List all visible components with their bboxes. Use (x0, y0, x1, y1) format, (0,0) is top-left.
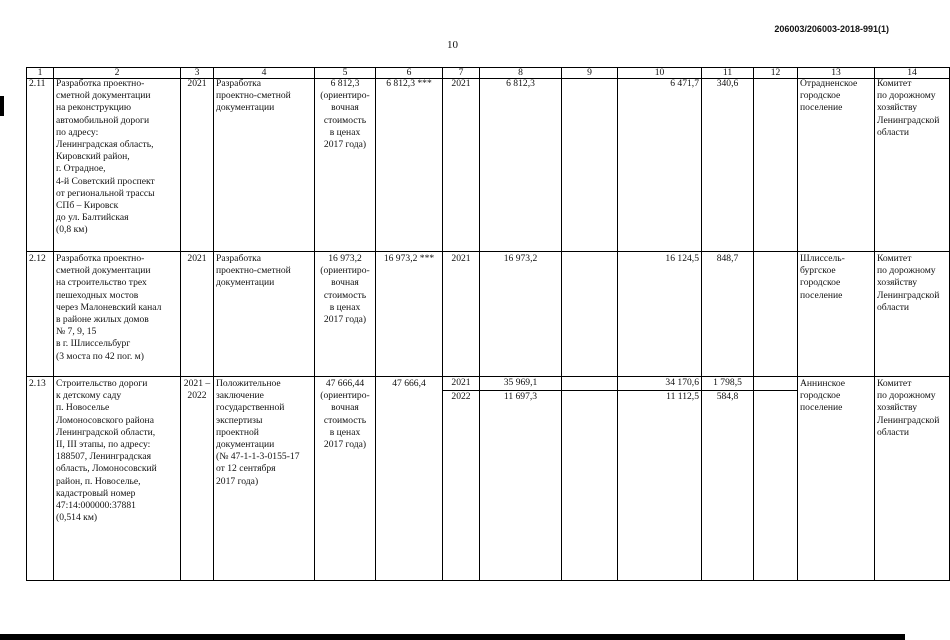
column-header: 5 (315, 68, 376, 79)
customer: Комитет по дорожному хозяйству Ленинградской области (875, 252, 950, 377)
total-amount: 47 666,4 (376, 377, 443, 581)
table-row (27, 252, 950, 377)
scan-bottom-edge (0, 634, 905, 640)
financing-year: 2021 (443, 252, 480, 377)
estimated-cost: 6 812,3 (ориентиро- вочная стоимость в ценах 2017 года) (315, 77, 376, 250)
estimated-cost: 47 666,44 (ориентиро- вочная стоимость в ценах 2017 года) (315, 377, 376, 581)
column-header: 12 (754, 68, 798, 79)
financing-total: 16 973,2 (480, 252, 562, 377)
customer: Комитет по дорожному хозяйству Ленинградской области (875, 377, 950, 581)
financing-local: 1 798,5 (702, 377, 753, 391)
total-amount: 16 973,2 *** (376, 252, 443, 377)
investment-table (26, 67, 950, 581)
column-header: 11 (702, 68, 754, 79)
object-name: Разработка проектно- сметной документации на строительство трех пешеходных мостов через Малоневский канал в районе жилых домов № 7, 9, 15 в г. Шлиссельбург (3 моста по 42 пог. м) (54, 252, 181, 377)
financing-local: 584,8 (716, 391, 739, 402)
financing-federal (562, 77, 618, 250)
municipality: Шлиссель- бургское городское поселение (798, 252, 875, 377)
total-amount: 6 812,3 *** (376, 77, 443, 250)
financing-year: 2022 (451, 391, 471, 402)
project-stage: Разработка проектно-сметной документации (214, 77, 315, 250)
project-stage: Разработка проектно-сметной документации (214, 252, 315, 377)
column-header: 4 (214, 68, 315, 79)
financing-year: 2021 (443, 77, 480, 250)
column-header: 3 (181, 68, 214, 79)
financing-regional: 16 124,5 (618, 252, 702, 377)
financing-other (754, 77, 798, 250)
financing-federal-cell (562, 377, 618, 581)
column-header: 13 (798, 68, 875, 79)
column-header: 7 (443, 68, 480, 79)
column-header: 6 (376, 68, 443, 79)
row-number: 2.12 (27, 252, 54, 377)
table-row (27, 79, 950, 252)
column-header: 2 (54, 68, 181, 79)
column-header: 14 (875, 68, 950, 79)
row-number: 2.11 (27, 77, 54, 250)
customer: Комитет по дорожному хозяйству Ленинградской области (875, 77, 950, 250)
municipality: Отрадненское городское поселение (798, 77, 875, 250)
table-row (27, 377, 950, 581)
financing-total: 6 812,3 (480, 77, 562, 250)
object-name: Разработка проектно- сметной документации на реконструкцию автомобильной дороги по адресу: Ленинградская область, Кировский район, г. Отрадное, 4-й Советский проспект от региональной трассы СПб – Кировск до ул. Балтийская (0,8 км) (54, 77, 181, 250)
financing-regional: 6 471,7 (618, 77, 702, 250)
column-header: 10 (618, 68, 702, 79)
page-number: 10 (447, 39, 458, 51)
row-number: 2.13 (27, 377, 54, 581)
implementation-year: 2021 (181, 252, 214, 377)
financing-year: 2021 (443, 377, 479, 391)
financing-local: 340,6 (702, 77, 754, 250)
financing-year-cell (443, 377, 480, 581)
financing-other-cell (754, 377, 798, 581)
implementation-year: 2021 (181, 77, 214, 250)
municipality: Аннинское городское поселение (798, 377, 875, 581)
object-name: Строительство дороги к детскому саду п. Новоселье Ломоносовского района Ленинградской области, II, III этапы, по адресу: 188507, Ленинградская область, Ломоносовский район, п. Новоселье, кадастровый номер 47:14:000000:37881 (0,514 км) (54, 377, 181, 581)
financing-local: 848,7 (702, 252, 754, 377)
financing-local-cell (702, 377, 754, 581)
project-stage: Положительное заключение государственной экспертизы проектной документации (№ 47-1-1-3-0155-17 от 12 сентября 2017 года) (214, 377, 315, 581)
column-header: 1 (27, 68, 54, 79)
financing-total: 11 697,3 (503, 391, 538, 402)
column-header: 9 (562, 68, 618, 79)
financing-regional: 34 170,6 (618, 377, 701, 391)
financing-total: 35 969,1 (480, 377, 561, 391)
financing-other (754, 252, 798, 377)
financing-regional-cell (618, 377, 702, 581)
column-header: 8 (480, 68, 562, 79)
financing-total-cell (480, 377, 562, 581)
implementation-years: 2021 – 2022 (181, 377, 214, 581)
financing-regional: 11 112,5 (666, 391, 699, 402)
financing-federal (562, 252, 618, 377)
document-id: 206003/206003-2018-991(1) (774, 24, 889, 34)
scan-edge-mark (0, 96, 4, 116)
estimated-cost: 16 973,2 (ориентиро- вочная стоимость в ценах 2017 года) (315, 252, 376, 377)
